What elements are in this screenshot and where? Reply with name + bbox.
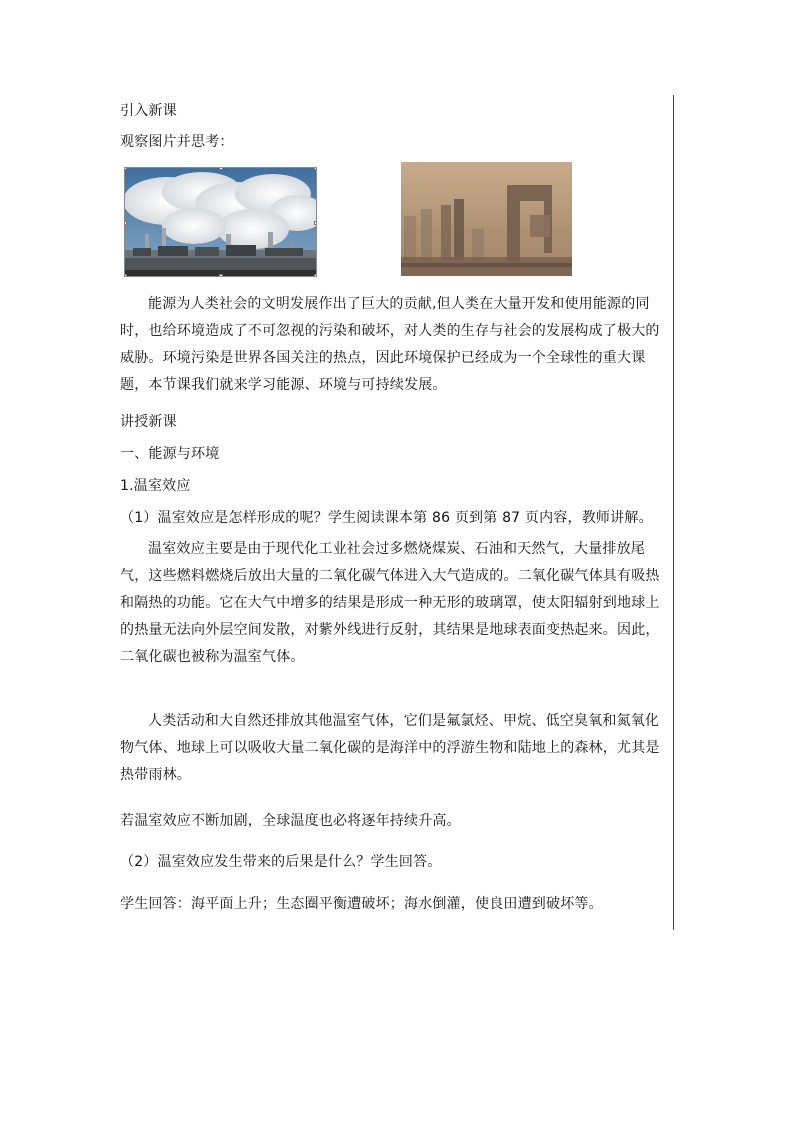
city-smog-image xyxy=(401,162,572,276)
student-answer: 学生回答：海平面上升；生态圈平衡遭破坏；海水倒灌，使良田遭到破坏等。 xyxy=(120,896,603,912)
subheading-greenhouse-effect: 1.温室效应 xyxy=(120,478,191,494)
intro-paragraph: 能源为人类社会的文明发展作出了巨大的贡献,但人类在大量开发和使用能源的同时，也给环境造成了不可忽视的污染和破坏，对人类的生存与社会的发展构成了极大的威胁。环境污染是世界各国关注的热点，因此环境保护已经成为一个全球性的重大课题，本节课我们就来学习能源、环境与可持续发展。 xyxy=(120,296,660,393)
heading-new-lesson: 讲授新课 xyxy=(120,414,177,430)
greenhouse-gases-paragraph: 人类活动和大自然还排放其他温室气体，它们是氟氯烃、甲烷、低空臭氧和氮氧化物气体、地球上可以吸收大量二氧化碳的是海洋中的浮游生物和陆地上的森林，尤其是热带雨林。 xyxy=(120,713,660,783)
section-energy-environment: 一、能源与环境 xyxy=(120,446,220,462)
city-smog-photo-icon xyxy=(401,162,572,276)
factory-smoke-photo-icon xyxy=(125,168,317,277)
right-border-line xyxy=(673,95,674,930)
observe-prompt: 观察图片并思考： xyxy=(120,134,234,150)
resize-handle-top-middle[interactable] xyxy=(219,167,223,170)
question-1: （1）温室效应是怎样形成的呢？学生阅读课本第 86 页到第 87 页内容，教师讲解。 xyxy=(120,510,653,526)
warming-statement: 若温室效应不断加剧，全球温度也必将逐年持续升高。 xyxy=(120,813,461,829)
heading-intro: 引入新课 xyxy=(120,103,177,119)
question-2: （2）温室效应发生带来的后果是什么？学生回答。 xyxy=(120,854,442,870)
resize-handle-middle-left[interactable] xyxy=(124,221,127,225)
resize-handle-top-left[interactable] xyxy=(124,167,127,170)
greenhouse-explanation-paragraph: 温室效应主要是由于现代化工业社会过多燃烧煤炭、石油和天然气，大量排放尾气，这些燃料燃烧后放出大量的二氧化碳气体进入大气造成的。二氧化碳气体具有吸热和隔热的功能。它在大气中增多的结果是形成一种无形的玻璃罩，使太阳辐射到地球上的热量无法向外层空间发散，对紫外线进行反射，其结果是地球表面变热起来。因此，二氧化碳也被称为温室气体。 xyxy=(120,541,660,665)
factory-smoke-image[interactable] xyxy=(124,167,317,277)
